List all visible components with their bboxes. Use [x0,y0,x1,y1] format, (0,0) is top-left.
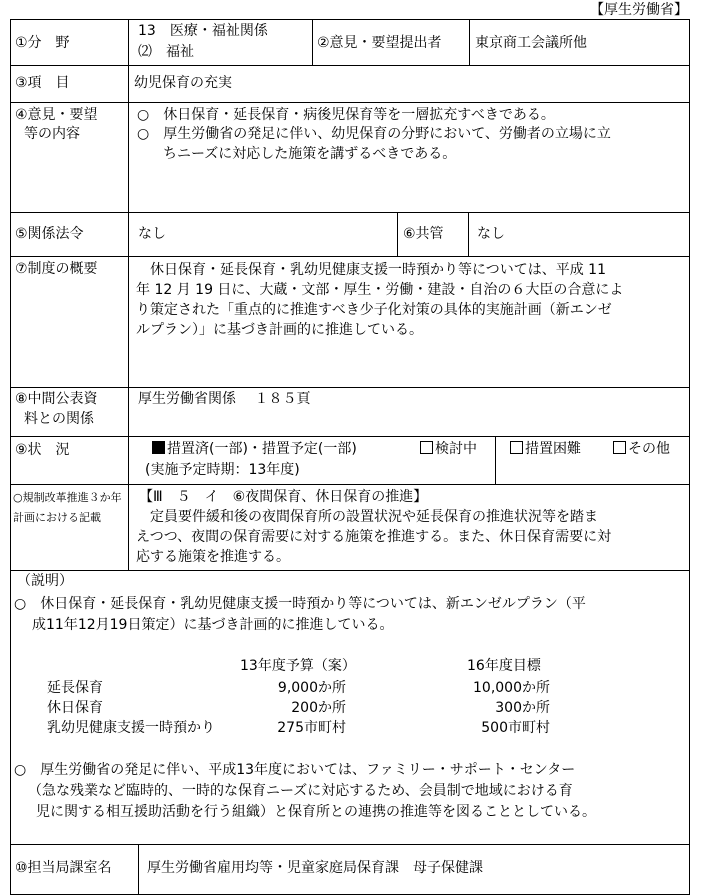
status-option-4: その他 [613,441,670,459]
checkbox-icon [420,441,433,454]
plan-label-line2: 計画における記載 [13,511,101,524]
explanation-para2-line2: （急な残業など臨時的、一時的な保育ニーズに対応するため、会員制で地域における育 [28,783,573,799]
opinion-bullet-1: ○ 休日保育・延長保育・病後児保育等を一層拡充すべきである。 [137,107,555,123]
budget-col-header: 13年度予算（案） [240,658,356,674]
bureau-value: 厚生労働省雇用均等・児童家庭局保育課 母子保健課 [147,860,483,876]
overview-line: ルプラン）」に基づき計画的に推進している。 [136,322,423,338]
table-row-target: 10,000か所 [473,680,550,696]
explanation-para1-line1: ○ 休日保育・延長保育・乳幼児健康支援一時預かり等については、新エンゼルプラン（平 [14,596,586,612]
submitter-value: 東京商工会議所他 [475,35,587,51]
table-row-budget: 9,000か所 [277,680,346,696]
explanation-para2-line3: 児に関する相互援助活動を行う組織）と保育所との連携の推進等を図ることとしている。 [36,804,596,820]
interim-label-line2: 料との関係 [24,411,94,427]
field-value-line1: 13 医療・福祉関係 [138,23,268,39]
status-option-3: 措置困難 [510,441,581,459]
field-value-line2: ⑵ 福祉 [138,44,194,60]
checkbox-icon [510,441,523,454]
item-label: ③項 目 [15,75,70,91]
status-label: ⑨状 況 [15,442,70,458]
explanation-para1-line2: 成11年12月19日策定）に基づき計画的に推進している。 [32,617,394,633]
overview-label: ⑦制度の概要 [15,261,98,277]
status-schedule: (実施予定時期：13年度) [145,462,300,478]
interim-label-line1: ⑧中間公表資 [15,391,98,407]
checked-box-icon [152,441,165,454]
opinion-label-line2: 等の内容 [24,126,80,142]
table-row-target: 500市町村 [481,720,550,736]
opinion-bullet-2-line2: ちニーズに対応した施策を講ずるべきである。 [163,146,457,162]
table-row-budget: 200か所 [291,700,346,716]
overview-line: り策定された「重点的に推進すべき少子化対策の具体的実施計画（新エンゼ [136,302,612,318]
explanation-para2-line1: ○ 厚生労働省の発足に伴い、平成13年度においては、ファミリー・サポート・センター [14,762,576,778]
submitter-label: ②意見・要望提出者 [317,35,442,51]
item-value: 幼児保育の充実 [134,75,232,91]
opinion-bullet-2-line1: ○ 厚生労働省の発足に伴い、幼児保育の分野において、労働者の立場に立 [137,126,611,142]
joint-label: ⑥共管 [403,226,444,242]
ministry-tag: 【厚生労働省】 [590,2,688,18]
status-option-1: 措置済(一部)・措置予定(一部) [152,441,357,459]
joint-value: なし [477,226,505,242]
table-row-name: 乳幼児健康支援一時預かり [47,720,215,736]
target-col-header: 16年度目標 [467,658,541,674]
opinion-label-line1: ④意見・要望 [15,107,98,123]
plan-line: 定員要件緩和後の夜間保育所の設置状況や延長保育の推進状況等を踏ま [136,509,598,525]
status-option-2: 検討中 [420,441,477,459]
overview-line: 休日保育・延長保育・乳幼児健康支援一時預かり等については、平成 11 [136,262,606,278]
law-label: ⑤関係法令 [15,226,84,242]
plan-heading: 【Ⅲ ５ イ ⑥夜間保育、休日保育の推進】 [139,489,428,505]
plan-line: えつつ、夜間の保育需要に対する施策を推進する。また、休日保育需要に対 [136,529,612,545]
checkbox-icon [613,441,626,454]
interim-value: 厚生労働省関係 １８５頁 [138,391,311,407]
bureau-label: ⑩担当局課室名 [15,860,112,876]
table-row-target: 300か所 [495,700,550,716]
table-row-name: 延長保育 [47,680,103,696]
explanation-heading: （説明） [17,573,73,589]
plan-label-line1: ○規制改革推進３か年 [13,491,122,504]
field-label: ①分 野 [15,35,70,51]
plan-line: 応する施策を推進する。 [136,549,290,565]
law-value: なし [138,226,166,242]
table-row-budget: 275市町村 [277,720,346,736]
table-row-name: 休日保育 [47,700,103,716]
overview-line: 年 12 月 19 日に、大蔵・文部・厚生・労働・建設・自治の６大臣の合意によ [136,282,624,298]
